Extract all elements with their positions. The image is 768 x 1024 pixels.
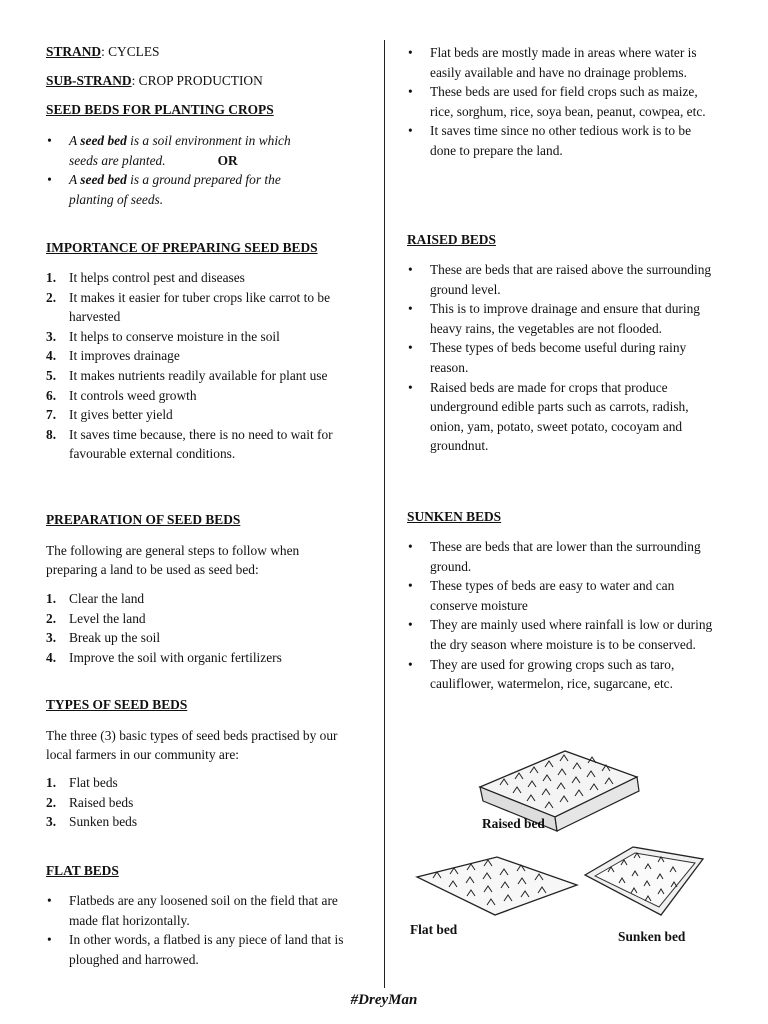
flat-bed-caption: Flat bed [410, 922, 458, 937]
list-item: • It saves time since no other tedious work is to be done to prepare the land. [407, 121, 717, 160]
signature: #DreyMan [350, 992, 418, 1008]
seed-bed-illustrations [405, 735, 725, 950]
list-item: 1. It helps control pest and diseases [46, 270, 245, 285]
list-item: 8. It saves time because, there is no need to wait for favourable external conditions. [46, 426, 333, 462]
strand-label: STRAND [46, 44, 102, 59]
list-item: • They are mainly used where rainfall is low or during the dry season where moisture is to be conserved. [407, 615, 717, 654]
list-item: • This is to improve drainage and ensure that during heavy rains, the vegetables are not flooded. [407, 299, 717, 338]
preparation-heading: PREPARATION OF SEED BEDS [46, 512, 241, 527]
list-item: 6. It controls weed growth [46, 387, 197, 403]
list-item: • These types of beds are easy to water and can conserve moisture [407, 576, 717, 615]
importance-list [46, 268, 346, 464]
list-item: • These are beds that are lower than the surrounding ground. [407, 537, 717, 576]
list-item: • They are used for growing crops such as taro, cauliflower, watermelon, rice, sugarcane, etc. [407, 655, 717, 694]
types-list [46, 773, 346, 832]
substrand-value: : CROP PRODUCTION [131, 73, 263, 88]
list-item: 2. Level the land [46, 610, 146, 626]
list-item: 5. It makes nutrients readily available for plant use [46, 367, 328, 383]
raised-bed-caption: Raised bed [482, 816, 545, 831]
types-intro: The three (3) basic types of seed beds practised by our local farmers in our community are: [46, 728, 338, 763]
list-item: • Flat beds are mostly made in areas where water is easily available and have no drainage problems. [407, 43, 717, 82]
list-item: • In other words, a flatbed is any piece of land that is ploughed and harrowed. [46, 930, 364, 969]
list-item: 1. Flat beds [46, 775, 118, 790]
preparation-intro: The following are general steps to follow when preparing a land to be used as seed bed: [46, 543, 300, 578]
substrand-line [46, 71, 263, 90]
list-item: • These types of beds become useful during rainy reason. [407, 338, 717, 377]
strand-value: : CYCLES [101, 44, 160, 59]
list-item: 2. Raised beds [46, 794, 134, 810]
list-item: 3. It helps to conserve moisture in the soil [46, 328, 280, 344]
definition-item: • A seed bed is a ground prepared for the planting of seeds. [46, 170, 346, 209]
preparation-steps [46, 589, 346, 667]
sunken-list [407, 537, 717, 694]
list-item: • Raised beds are made for crops that produce underground edible parts such as carrots, radish, onion, yam, potato, sweet potato, cocoyam and groundnut. [407, 378, 717, 456]
list-item: 3. Sunken beds [46, 814, 138, 830]
list-item: • These beds are used for field crops such as maize, rice, sorghum, rice, soya bean, peanut, cowpea, etc. [407, 82, 717, 121]
raised-list [407, 260, 717, 456]
list-item: 7. It gives better yield [46, 407, 173, 423]
sunken-bed-caption: Sunken bed [618, 929, 686, 944]
flat-list-left [46, 891, 364, 969]
list-item: • Flatbeds are any loosened soil on the field that are made flat horizontally. [46, 891, 364, 930]
raised-heading: RAISED BEDS [407, 232, 496, 247]
list-item: 3. Break up the soil [46, 630, 161, 646]
types-heading: TYPES OF SEED BEDS [46, 697, 188, 712]
list-item: 1. Clear the land [46, 591, 145, 606]
list-item: • These are beds that are raised above the surrounding ground level. [407, 260, 717, 299]
or-label: OR [217, 152, 238, 168]
sunken-bed-illustration [585, 847, 703, 915]
flat-heading: FLAT BEDS [46, 863, 119, 878]
definitions-list [46, 131, 346, 209]
sunken-heading: SUNKEN BEDS [407, 509, 502, 524]
flat-bed-illustration [417, 857, 577, 915]
substrand-label: SUB-STRAND [46, 73, 132, 88]
flat-list-right [407, 43, 717, 161]
list-item: 4. It improves drainage [46, 348, 180, 364]
definition-item: • A seed bed is a soil environment in which seeds are planted. OR [46, 131, 346, 170]
importance-heading: IMPORTANCE OF PREPARING SEED BEDS [46, 240, 318, 255]
column-divider [384, 40, 385, 988]
list-item: 4. Improve the soil with organic fertilizers [46, 649, 282, 665]
strand-line [46, 42, 159, 61]
list-item: 2. It makes it easier for tuber crops like carrot to be harvested [46, 289, 331, 325]
seed-beds-heading: SEED BEDS FOR PLANTING CROPS [46, 102, 274, 117]
